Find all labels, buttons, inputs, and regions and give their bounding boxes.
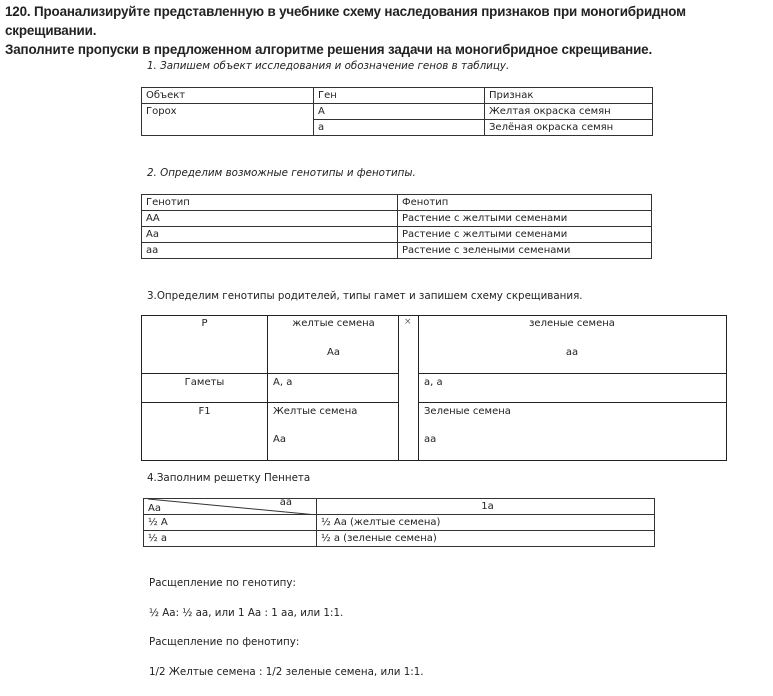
- f1-right-genotype: аа: [424, 434, 437, 445]
- genes-table: [141, 87, 653, 136]
- table-header-row: [142, 195, 652, 211]
- punnett-offspring: ½ а (зеленые семена): [317, 531, 655, 547]
- table-row: [144, 531, 655, 547]
- table-row: [142, 243, 652, 259]
- header-cell-object: Объект: [142, 88, 314, 104]
- step-4-heading: 4.Заполним решетку Пеннета: [147, 472, 311, 484]
- f1-label: F1: [198, 406, 211, 417]
- cross-left-block: [141, 315, 399, 461]
- cell-genotype: АА: [142, 211, 398, 227]
- cell-trait: Желтая окраска семян: [485, 104, 653, 120]
- table-header-row: [142, 88, 653, 104]
- step-2-heading: 2. Определим возможные генотипы и фенотипы.: [147, 167, 416, 179]
- cell-object: Горох: [142, 104, 314, 136]
- parent2-genotype: аа: [565, 347, 579, 358]
- genotype-split-value: ½ Аа: ½ аа, или 1 Аа : 1 аа, или 1:1.: [149, 607, 344, 619]
- gametes-parent1: А, а: [273, 377, 293, 388]
- phenotype-split-value: 1/2 Желтые семена : 1/2 зеленые семена, или 1:1.: [149, 666, 424, 678]
- cell-phenotype: Растение с желтыми семенами: [398, 227, 652, 243]
- cell-gene: а: [314, 120, 485, 136]
- cross-column: [398, 315, 419, 461]
- header-cell-trait: Признак: [485, 88, 653, 104]
- task-title-line-2: Заполните пропуски в предложенном алгоритме решения задачи на моногибридное скрещивание.: [5, 42, 653, 57]
- gametes-parent2: а, а: [424, 377, 443, 388]
- header-cell-gene: Ген: [314, 88, 485, 104]
- table-row: [142, 211, 652, 227]
- punnett-gamete: ½ А: [144, 515, 317, 531]
- table-row: [142, 227, 652, 243]
- gametes-label: Гаметы: [184, 377, 225, 388]
- header-cell-genotype: Генотип: [142, 195, 398, 211]
- cell-phenotype: Растение с желтыми семенами: [398, 211, 652, 227]
- phenotype-split-label: Расщепление по фенотипу:: [149, 636, 300, 648]
- punnett-corner-cell: [144, 499, 317, 515]
- punnett-square: [143, 498, 655, 547]
- table-header-row: [144, 499, 655, 515]
- genotype-split-label: Расщепление по генотипу:: [149, 577, 296, 589]
- f1-left-genotype: Аа: [273, 434, 286, 445]
- corner-left-genotype: Аа: [148, 503, 161, 514]
- task-title-line-1: 120. Проанализируйте представленную в учебнике схему наследования признаков при моногибридном скрещивании.: [5, 4, 686, 38]
- punnett-offspring: ½ Аа (желтые семена): [317, 515, 655, 531]
- punnett-gamete: ½ а: [144, 531, 317, 547]
- step-1-heading: 1. Запишем объект исследования и обозначение генов в таблицу.: [147, 60, 510, 72]
- cell-trait: Зелёная окраска семян: [485, 120, 653, 136]
- corner-right-genotype: аа: [279, 498, 292, 508]
- cell-genotype: Аа: [142, 227, 398, 243]
- parent2-phenotype: зеленые семена: [529, 318, 615, 329]
- f1-right-phenotype: Зеленые семена: [424, 406, 511, 417]
- f1-left-phenotype: Желтые семена: [273, 406, 358, 417]
- table-row: [144, 515, 655, 531]
- table-row: [142, 104, 653, 120]
- header-cell-phenotype: Фенотип: [398, 195, 652, 211]
- task-title: [5, 2, 773, 59]
- p-label: Р: [201, 318, 208, 329]
- cell-genotype: аа: [142, 243, 398, 259]
- genotypes-table: [141, 194, 652, 259]
- punnett-column-header: 1а: [317, 499, 655, 515]
- cross-symbol: ×: [404, 317, 412, 327]
- cross-right-block: [418, 315, 727, 461]
- cross-scheme: [141, 315, 727, 460]
- parent1-genotype: Аа: [327, 347, 340, 358]
- parent1-phenotype: желтые семена: [292, 318, 375, 329]
- step-3-heading: 3.Определим генотипы родителей, типы гамет и запишем схему скрещивания.: [147, 290, 583, 302]
- cell-gene: А: [314, 104, 485, 120]
- cell-phenotype: Растение с зелеными семенами: [398, 243, 652, 259]
